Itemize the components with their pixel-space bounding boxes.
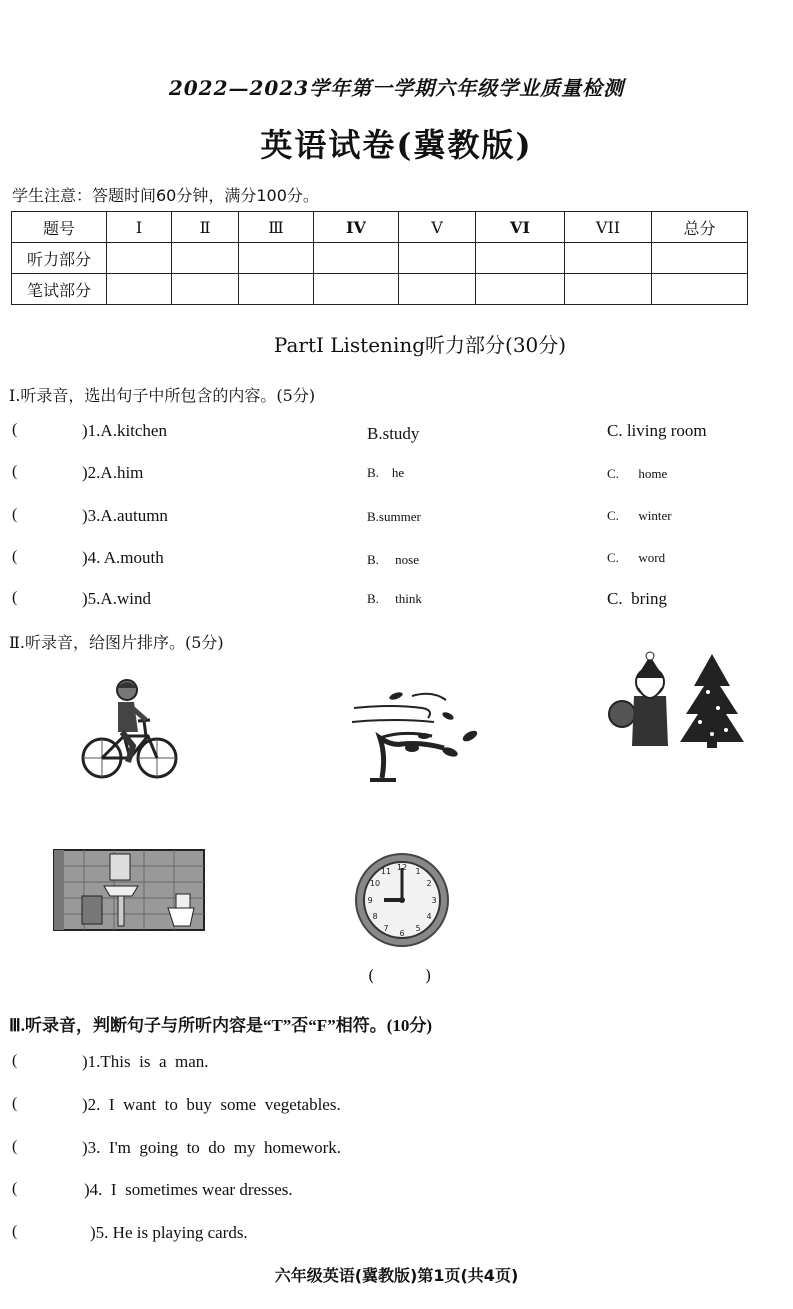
score-cell bbox=[565, 243, 652, 274]
answer-paren: ( bbox=[12, 1138, 18, 1155]
answer-paren: ( bbox=[12, 1052, 18, 1069]
score-cell bbox=[239, 243, 314, 274]
option-a: )3.A.autumn bbox=[82, 506, 168, 525]
option-c: C. home bbox=[607, 466, 668, 481]
section2-title: Ⅱ.听录音，给图片排序。(5分) bbox=[9, 633, 224, 652]
score-cell bbox=[652, 243, 748, 274]
statement: )4. I sometimes wear dresses. bbox=[84, 1180, 293, 1199]
option-b: B. think bbox=[367, 591, 422, 606]
answer-paren: ( bbox=[12, 421, 18, 438]
score-table-row bbox=[12, 243, 748, 274]
svg-text:12: 12 bbox=[396, 863, 408, 872]
score-cell bbox=[239, 274, 314, 305]
score-cell bbox=[476, 274, 565, 305]
windy-tree-picture bbox=[352, 686, 480, 782]
page-footer: 六年级英语(冀教版)第1页(共4页) bbox=[274, 1266, 519, 1285]
answer-paren: ( bbox=[12, 548, 18, 565]
score-cell bbox=[399, 274, 476, 305]
score-cell bbox=[652, 274, 748, 305]
option-c: C. living room bbox=[607, 421, 707, 440]
svg-text:9: 9 bbox=[367, 896, 373, 905]
score-cell bbox=[107, 243, 172, 274]
score-header-cell: VI bbox=[476, 212, 565, 243]
answer-paren: ( bbox=[12, 1180, 18, 1197]
option-b: B. he bbox=[367, 465, 405, 480]
score-cell bbox=[476, 243, 565, 274]
score-row-label: 听力部分 bbox=[12, 243, 107, 274]
student-notice: 学生注意：答题时间60分钟，满分100分。 bbox=[12, 186, 319, 205]
score-table bbox=[11, 211, 748, 305]
svg-text:7: 7 bbox=[383, 924, 389, 933]
statement: )2. I want to buy some vegetables. bbox=[82, 1095, 341, 1114]
score-cell bbox=[565, 274, 652, 305]
boy-riding-bicycle-picture bbox=[78, 676, 182, 782]
svg-text:8: 8 bbox=[372, 912, 378, 921]
answer-paren: ( bbox=[12, 463, 18, 480]
option-a: )5.A.wind bbox=[82, 589, 151, 608]
answer-paren: ( bbox=[12, 1095, 18, 1112]
option-b: B.summer bbox=[367, 509, 421, 524]
svg-text:5: 5 bbox=[415, 924, 421, 933]
clock-picture bbox=[354, 852, 450, 948]
svg-text:4: 4 bbox=[426, 912, 432, 921]
option-c: C. bring bbox=[607, 589, 667, 608]
exam-header: 2022—2023学年第一学期六年级学业质量检测 bbox=[168, 76, 625, 100]
score-header-cell: Ⅱ bbox=[172, 212, 239, 243]
score-header-cell: IV bbox=[314, 212, 399, 243]
svg-text:10: 10 bbox=[369, 879, 381, 888]
score-header-cell: 总分 bbox=[652, 212, 748, 243]
score-cell bbox=[172, 243, 239, 274]
option-a: )1.A.kitchen bbox=[82, 421, 167, 440]
score-header-cell: V bbox=[399, 212, 476, 243]
score-cell bbox=[172, 274, 239, 305]
score-cell bbox=[399, 243, 476, 274]
statement: )5. He is playing cards. bbox=[90, 1223, 248, 1242]
svg-text:1: 1 bbox=[415, 867, 421, 876]
answer-blank[interactable]: ( ) bbox=[368, 966, 432, 985]
score-cell bbox=[107, 274, 172, 305]
score-row-label: 笔试部分 bbox=[12, 274, 107, 305]
answer-paren: ( bbox=[12, 1223, 18, 1240]
answer-paren: ( bbox=[12, 506, 18, 523]
answer-paren: ( bbox=[12, 589, 18, 606]
santa-and-christmas-tree-picture bbox=[608, 652, 748, 748]
score-header-cell: 题号 bbox=[12, 212, 107, 243]
section3-title: Ⅲ.听录音，判断句子与所听内容是“T”否“F”相符。(10分) bbox=[9, 1016, 433, 1035]
svg-text:11: 11 bbox=[380, 867, 392, 876]
score-cell bbox=[314, 243, 399, 274]
svg-text:3: 3 bbox=[431, 896, 437, 905]
part1-title: PartI Listening听力部分(30分) bbox=[273, 333, 567, 357]
option-a: )2.A.him bbox=[82, 463, 144, 482]
option-c: C. word bbox=[607, 550, 666, 565]
bathroom-picture bbox=[54, 850, 206, 932]
score-table-header-row bbox=[12, 212, 748, 243]
score-cell bbox=[314, 274, 399, 305]
score-header-cell: I bbox=[107, 212, 172, 243]
statement: )3. I'm going to do my homework. bbox=[82, 1138, 341, 1157]
section1-title: I.听录音，选出句子中所包含的内容。(5分) bbox=[9, 386, 316, 405]
exam-title: 英语试卷(冀教版) bbox=[260, 126, 533, 164]
option-b: B. nose bbox=[367, 552, 419, 567]
svg-text:6: 6 bbox=[399, 929, 405, 938]
svg-text:2: 2 bbox=[426, 879, 432, 888]
statement: )1.This is a man. bbox=[82, 1052, 209, 1071]
score-header-cell: Ⅲ bbox=[239, 212, 314, 243]
option-c: C. winter bbox=[607, 508, 672, 523]
option-a: )4. A.mouth bbox=[82, 548, 164, 567]
option-b: B.study bbox=[367, 424, 420, 443]
score-table-row bbox=[12, 274, 748, 305]
score-header-cell: VII bbox=[565, 212, 652, 243]
